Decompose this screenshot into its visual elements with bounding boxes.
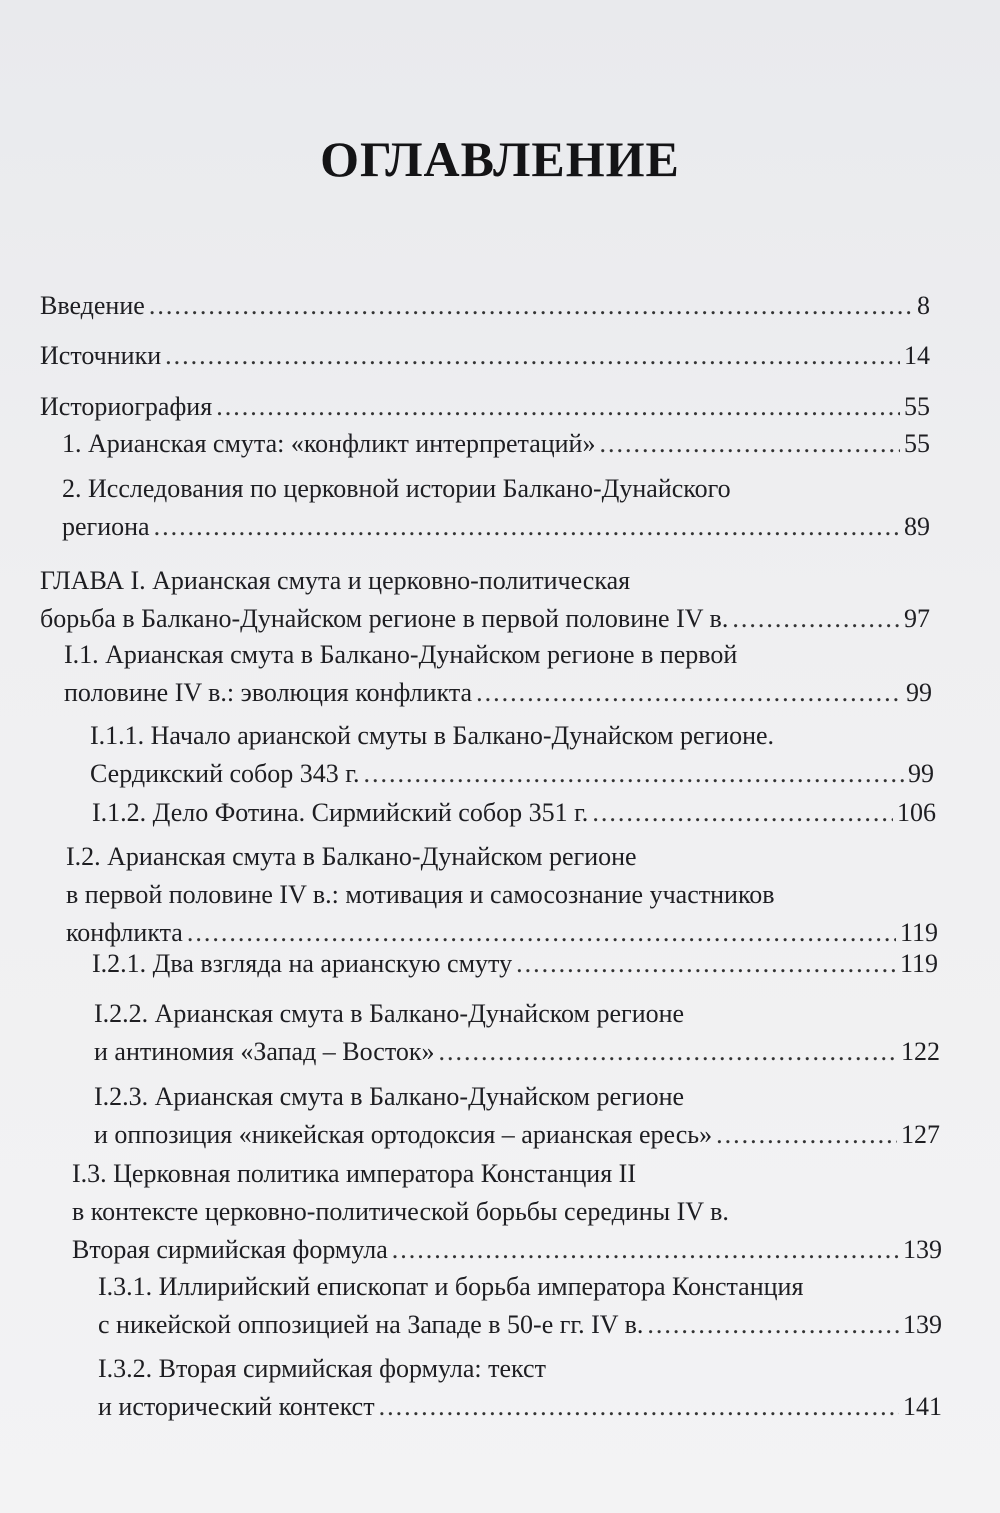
- page-number: 106: [897, 798, 936, 827]
- toc-entry: [98, 1350, 942, 1426]
- toc-entry-last-line: [62, 508, 930, 546]
- page-number: 141: [903, 1392, 942, 1421]
- toc-entry: [72, 1155, 942, 1269]
- page-number: 97: [904, 604, 930, 633]
- page-number: 89: [904, 512, 930, 541]
- toc-entry-line: I.2. Арианская смута в Балкано-Дунайском регионе: [66, 842, 637, 871]
- toc-entry: [92, 945, 938, 983]
- dot-leader: [379, 1388, 899, 1426]
- toc-entry-line: I.2.2. Арианская смута в Балкано-Дунайском регионе: [94, 999, 685, 1028]
- toc-entry-line: конфликта: [66, 918, 183, 947]
- toc-entry-last-line: [62, 425, 930, 463]
- toc-entry-last-line: [90, 755, 934, 793]
- toc-entry-line: и антиномия «Запад – Восток»: [94, 1037, 435, 1066]
- dot-leader: [716, 1116, 897, 1154]
- page-title: ОГЛАВЛЕНИЕ: [320, 131, 680, 187]
- page-number: 119: [899, 949, 938, 978]
- page-number: 122: [901, 1037, 940, 1066]
- toc-entry-line: 1. Арианская смута: «конфликт интерпретаций»: [62, 429, 596, 458]
- toc-entry: [40, 287, 930, 325]
- toc-entry-line: и оппозиция «никейская ортодоксия – арианская ересь»: [94, 1120, 713, 1149]
- toc-entry-line: Источники: [40, 341, 162, 370]
- page-number: 99: [906, 678, 932, 707]
- toc-entry-last-line: [94, 1033, 940, 1071]
- toc-entry-last-line: [40, 388, 930, 426]
- toc-entry-line: борьба в Балкано-Дунайском регионе в первой половине IV в.: [40, 604, 729, 633]
- toc-entry-line: I.3. Церковная политика императора Констанция II: [72, 1159, 636, 1188]
- toc-entry-line: ГЛАВА I. Арианская смута и церковно-политическая: [40, 566, 631, 595]
- toc-entry-last-line: [40, 600, 930, 638]
- dot-leader: [363, 755, 904, 793]
- toc-entry-line: Введение: [40, 291, 145, 320]
- toc-entry: [62, 425, 930, 463]
- toc-entry: [40, 562, 930, 638]
- page-number: 139: [903, 1235, 942, 1264]
- toc-entry: [40, 388, 930, 426]
- page-number: 127: [901, 1120, 940, 1149]
- toc-entry-line: I.3.1. Иллирийский епископат и борьба императора Констанция: [98, 1272, 804, 1301]
- toc-entry: [92, 794, 936, 832]
- toc-entry-line: I.1. Арианская смута в Балкано-Дунайском регионе в первой: [64, 640, 738, 669]
- page-number: 99: [908, 759, 934, 788]
- dot-leader: [392, 1231, 899, 1269]
- dot-leader: [216, 388, 900, 426]
- toc-entry-line: I.2.3. Арианская смута в Балкано-Дунайском регионе: [94, 1082, 685, 1111]
- page-number: 55: [904, 392, 930, 421]
- toc-entry-last-line: [98, 1388, 942, 1426]
- toc-entry-line: Вторая сирмийская формула: [72, 1235, 388, 1264]
- toc-entry-last-line: [40, 337, 930, 375]
- toc-entry-last-line: [40, 287, 930, 325]
- dot-leader: [732, 600, 900, 638]
- toc-entry-line: I.2.1. Два взгляда на арианскую смуту: [92, 949, 513, 978]
- toc-entry: [64, 636, 932, 712]
- page-number: 8: [917, 291, 930, 320]
- dot-leader: [599, 425, 900, 463]
- dot-leader: [647, 1306, 899, 1344]
- toc-entry-last-line: [92, 945, 938, 983]
- toc-entry: [98, 1268, 942, 1344]
- toc-entry-line: с никейской оппозицией на Западе в 50-е гг. IV в.: [98, 1310, 644, 1339]
- toc-entry: [62, 470, 930, 546]
- dot-leader: [476, 674, 902, 712]
- toc-entry-last-line: [72, 1231, 942, 1269]
- toc-entry: [66, 838, 938, 952]
- toc-entry-line: в контексте церковно-политической борьбы середины IV в.: [72, 1197, 729, 1226]
- page-number: 55: [904, 429, 930, 458]
- toc-entry-line: I.1.1. Начало арианской смуты в Балкано-Дунайском регионе.: [90, 721, 775, 750]
- page-number: 139: [903, 1310, 942, 1339]
- toc-entry-line: Сердикский собор 343 г.: [90, 759, 360, 788]
- toc-entry-last-line: [92, 794, 936, 832]
- toc-entry-line: половине IV в.: эволюция конфликта: [64, 678, 473, 707]
- toc-entry-line: I.1.2. Дело Фотина. Сирмийский собор 351 г.: [92, 798, 589, 827]
- page-number: 119: [899, 918, 938, 947]
- dot-leader: [592, 794, 893, 832]
- toc-entry: [94, 1078, 940, 1154]
- toc-entry-last-line: [64, 674, 932, 712]
- toc-entry-line: Историография: [40, 392, 213, 421]
- toc-entry: [90, 717, 934, 793]
- dot-leader: [154, 508, 900, 546]
- toc-entry-line: региона: [62, 512, 150, 541]
- toc-entry: [94, 995, 940, 1071]
- dot-leader: [438, 1033, 897, 1071]
- page-number: 14: [904, 341, 930, 370]
- toc-entry: [40, 337, 930, 375]
- toc-entry-line: I.3.2. Вторая сирмийская формула: текст: [98, 1354, 546, 1383]
- toc-entry-last-line: [98, 1306, 942, 1344]
- toc-entry-line: 2. Исследования по церковной истории Балкано-Дунайского: [62, 474, 731, 503]
- dot-leader: [516, 945, 896, 983]
- toc-entry-last-line: [94, 1116, 940, 1154]
- dot-leader: [149, 287, 913, 325]
- toc-entry-line: в первой половине IV в.: мотивация и самосознание участников: [66, 880, 775, 909]
- dot-leader: [165, 337, 900, 375]
- toc-entry-line: и исторический контекст: [98, 1392, 375, 1421]
